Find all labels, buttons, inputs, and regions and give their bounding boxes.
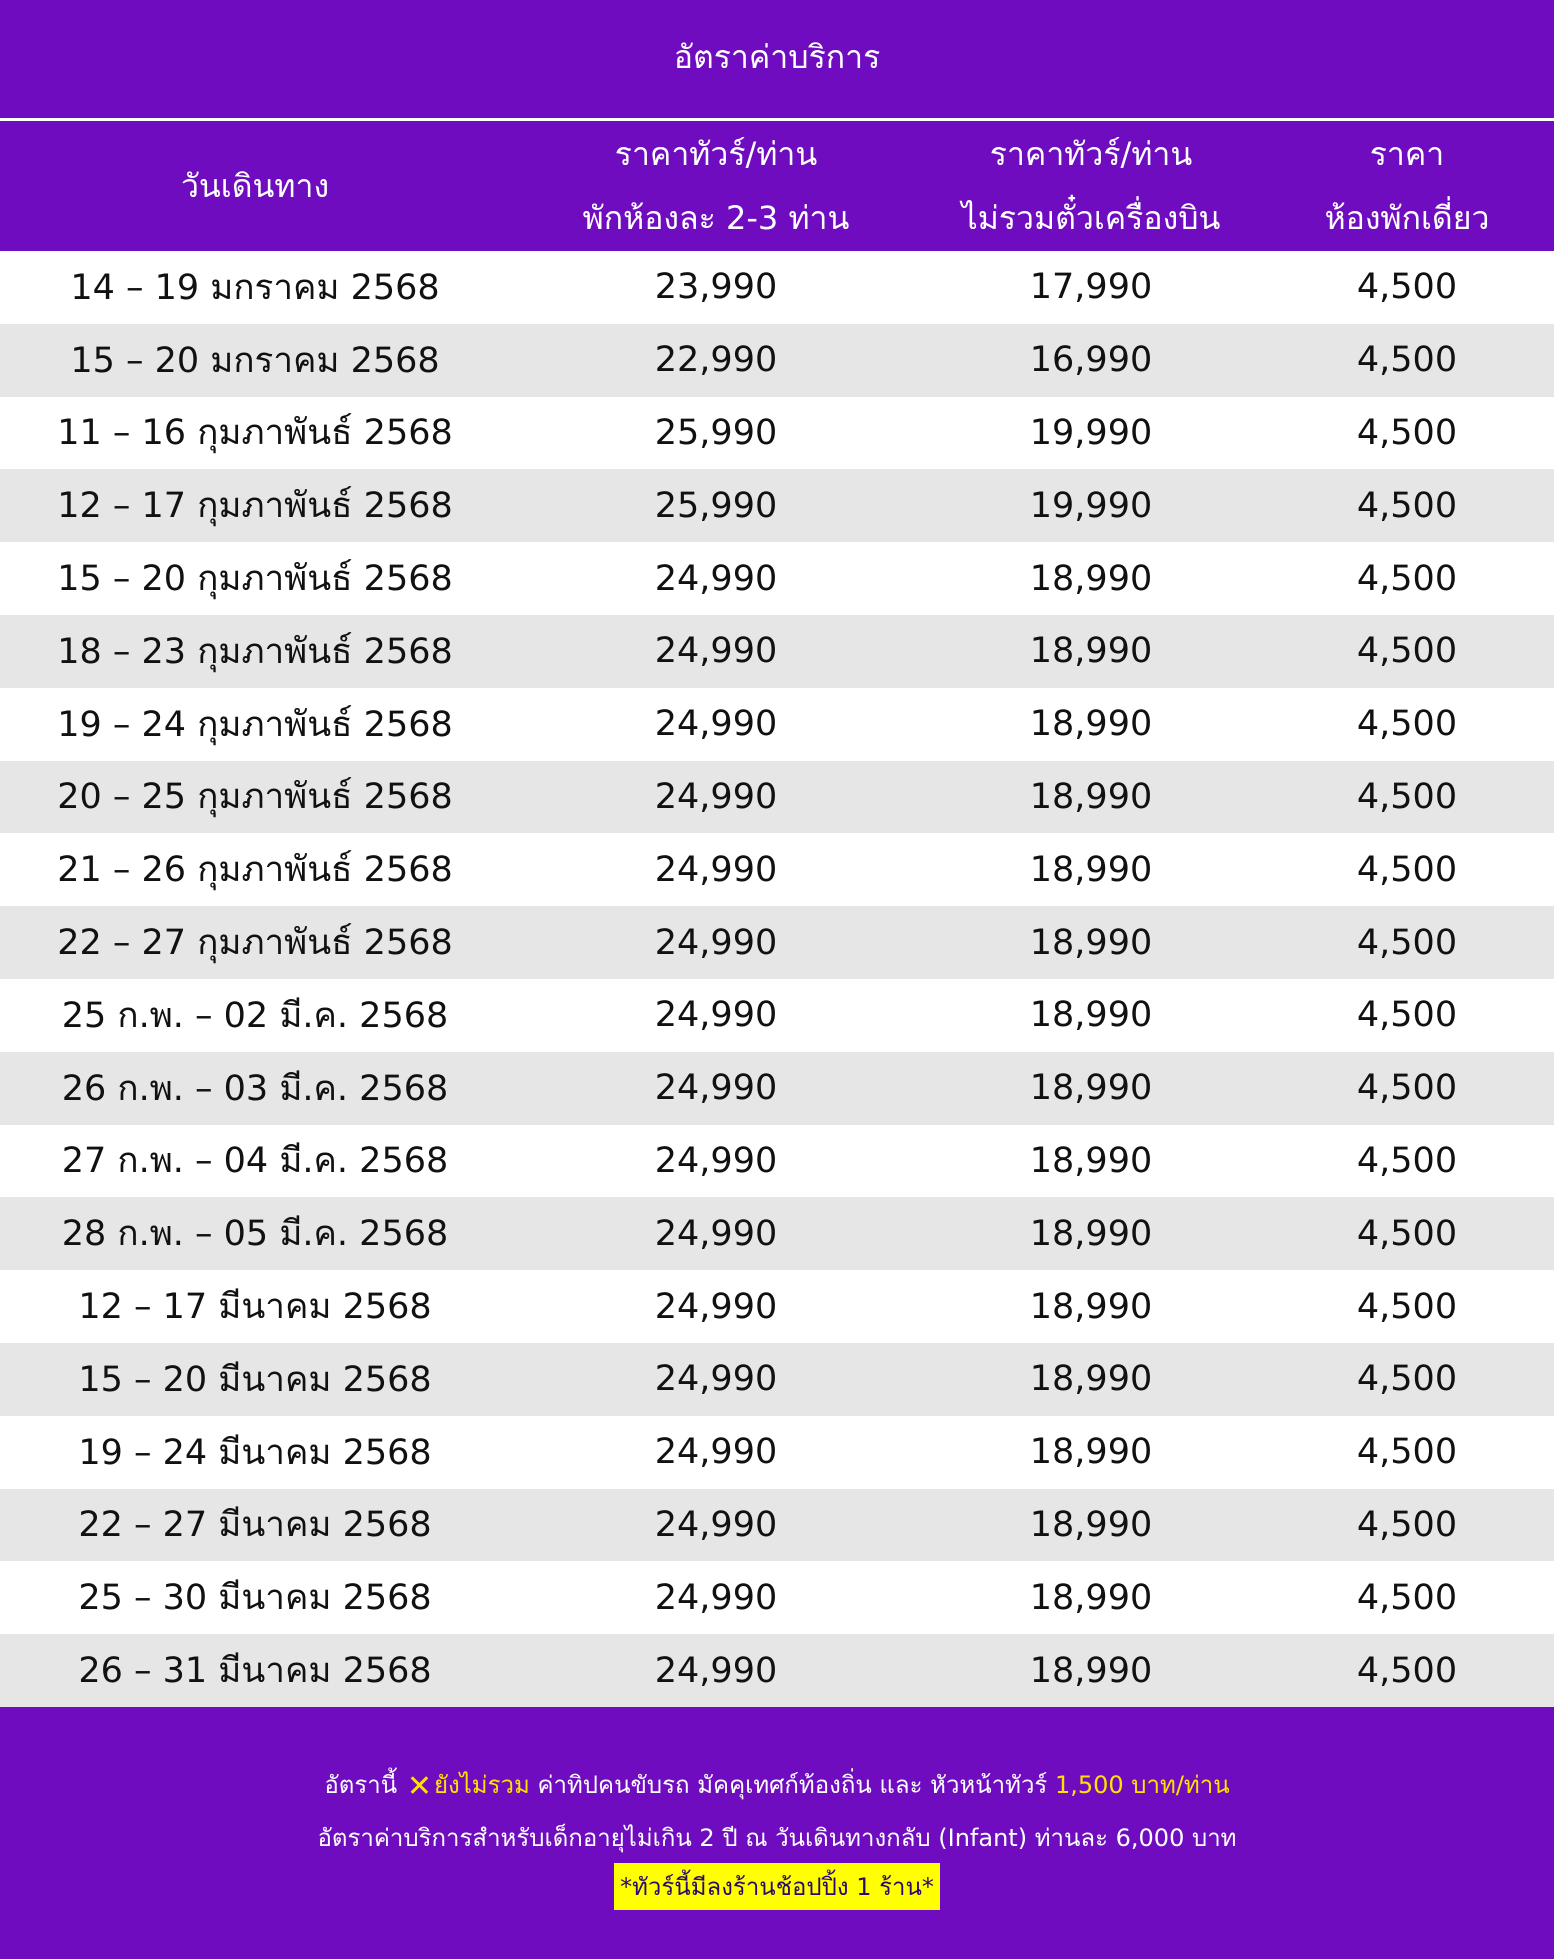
cell-single-room: 4,500	[1356, 1650, 1458, 1691]
cell-single-room: 4,500	[1356, 631, 1458, 672]
footer-notes	[0, 1707, 1554, 1959]
cell-twin-price: 24,990	[654, 1504, 778, 1545]
cell-single-room: 4,500	[1356, 1140, 1458, 1181]
table-row	[0, 979, 1554, 1052]
cell-single-room: 4,500	[1356, 704, 1458, 745]
table-row	[0, 1489, 1554, 1562]
cell-no-air-price: 18,990	[1029, 1650, 1153, 1691]
table-row	[0, 397, 1554, 470]
header-date-label: วันเดินทาง	[180, 167, 330, 205]
cell-twin-price: 24,990	[654, 704, 778, 745]
cell-single-room: 4,500	[1356, 1359, 1458, 1400]
footer-line-tips	[0, 1765, 1554, 1804]
cell-twin-price: 24,990	[654, 1213, 778, 1254]
table-row	[0, 469, 1554, 542]
cell-date: 22 – 27 มีนาคม 2568	[78, 1505, 432, 1546]
cell-date: 15 – 20 มีนาคม 2568	[78, 1359, 432, 1400]
cell-date: 26 – 31 มีนาคม 2568	[78, 1651, 432, 1692]
header-single-line1: ราคา	[1369, 135, 1445, 173]
cell-no-air-price: 18,990	[1029, 1140, 1153, 1181]
cell-single-room: 4,500	[1356, 340, 1458, 381]
cell-twin-price: 23,990	[654, 267, 778, 308]
cell-date: 25 ก.พ. – 02 มี.ค. 2568	[61, 995, 449, 1036]
cell-date: 11 – 16 กุมภาพันธ์ 2568	[57, 413, 453, 454]
table-row	[0, 1561, 1554, 1634]
shopping-note-badge: *ทัวร์นี้มีลงร้านช้อปปิ้ง 1 ร้าน*	[614, 1863, 940, 1910]
cell-date: 20 – 25 กุมภาพันธ์ 2568	[57, 777, 453, 818]
cell-single-room: 4,500	[1356, 558, 1458, 599]
cell-twin-price: 24,990	[654, 922, 778, 963]
cell-twin-price: 22,990	[654, 340, 778, 381]
cell-single-room: 4,500	[1356, 1432, 1458, 1473]
table-row	[0, 1416, 1554, 1489]
cell-twin-price: 24,990	[654, 1359, 778, 1400]
cell-no-air-price: 17,990	[1029, 267, 1153, 308]
header-noair-line1: ราคาทัวร์/ท่าน	[989, 135, 1193, 173]
footer-line-infant	[0, 1818, 1554, 1857]
cell-date: 15 – 20 มกราคม 2568	[70, 340, 440, 381]
cell-date: 19 – 24 กุมภาพันธ์ 2568	[57, 704, 453, 745]
cell-no-air-price: 18,990	[1029, 995, 1153, 1036]
footer-tips-amount: 1,500 บาท/ท่าน	[1054, 1771, 1230, 1799]
header-single-room	[1260, 121, 1554, 251]
cell-twin-price: 24,990	[654, 995, 778, 1036]
table-row	[0, 833, 1554, 906]
cell-date: 19 – 24 มีนาคม 2568	[78, 1432, 432, 1473]
cell-no-air-price: 19,990	[1029, 412, 1153, 453]
table-header	[0, 121, 1554, 251]
cell-date: 22 – 27 กุมภาพันธ์ 2568	[57, 923, 453, 964]
cell-no-air-price: 18,990	[1029, 631, 1153, 672]
cell-single-room: 4,500	[1356, 485, 1458, 526]
cell-no-air-price: 18,990	[1029, 922, 1153, 963]
footer-tips-text: ค่าทิปคนขับรถ มัคคุเทศก์ท้องถิ่น และ หัวหน้าทัวร์	[537, 1771, 1048, 1799]
footer-infant-text: อัตราค่าบริการสำหรับเด็กอายุไม่เกิน 2 ปี ณ วันเดินทางกลับ (Infant) ท่านละ 6,000 บาท	[317, 1824, 1237, 1852]
table-row	[0, 324, 1554, 397]
cell-date: 28 ก.พ. – 05 มี.ค. 2568	[61, 1214, 449, 1255]
cell-date: 15 – 20 กุมภาพันธ์ 2568	[57, 559, 453, 600]
cell-twin-price: 25,990	[654, 485, 778, 526]
cell-single-room: 4,500	[1356, 412, 1458, 453]
table-row	[0, 542, 1554, 615]
cell-no-air-price: 18,990	[1029, 1286, 1153, 1327]
table-row	[0, 615, 1554, 688]
cell-no-air-price: 16,990	[1029, 340, 1153, 381]
footer-prefix: อัตรานี้	[324, 1771, 398, 1799]
cell-date: 26 ก.พ. – 03 มี.ค. 2568	[61, 1068, 449, 1109]
table-row	[0, 1270, 1554, 1343]
cell-twin-price: 24,990	[654, 1140, 778, 1181]
cell-no-air-price: 18,990	[1029, 704, 1153, 745]
table-row	[0, 1052, 1554, 1125]
price-table-body	[0, 251, 1554, 1707]
cell-single-room: 4,500	[1356, 1577, 1458, 1618]
cell-no-air-price: 18,990	[1029, 1359, 1153, 1400]
cell-twin-price: 24,990	[654, 1577, 778, 1618]
header-noair-line2: ไม่รวมตั๋วเครื่องบิน	[961, 199, 1221, 237]
cell-twin-price: 24,990	[654, 849, 778, 890]
cell-single-room: 4,500	[1356, 1504, 1458, 1545]
cell-no-air-price: 18,990	[1029, 1432, 1153, 1473]
header-twin-line2: พักห้องละ 2-3 ท่าน	[582, 199, 850, 237]
cell-single-room: 4,500	[1356, 267, 1458, 308]
cell-no-air-price: 18,990	[1029, 849, 1153, 890]
table-row	[0, 761, 1554, 834]
cell-single-room: 4,500	[1356, 849, 1458, 890]
cell-single-room: 4,500	[1356, 995, 1458, 1036]
header-twin-price	[510, 121, 922, 251]
header-twin-line1: ราคาทัวร์/ท่าน	[614, 135, 818, 173]
cell-no-air-price: 18,990	[1029, 1068, 1153, 1109]
table-row	[0, 688, 1554, 761]
footer-line-note	[0, 1863, 1554, 1910]
cell-single-room: 4,500	[1356, 776, 1458, 817]
cell-twin-price: 24,990	[654, 558, 778, 599]
cell-date: 14 – 19 มกราคม 2568	[70, 267, 440, 308]
cell-twin-price: 25,990	[654, 412, 778, 453]
cell-date: 12 – 17 มีนาคม 2568	[78, 1287, 432, 1328]
cell-no-air-price: 19,990	[1029, 485, 1153, 526]
cell-no-air-price: 18,990	[1029, 776, 1153, 817]
cell-date: 25 – 30 มีนาคม 2568	[78, 1578, 432, 1619]
cell-twin-price: 24,990	[654, 631, 778, 672]
cell-twin-price: 24,990	[654, 1650, 778, 1691]
cell-twin-price: 24,990	[654, 1432, 778, 1473]
table-row	[0, 1197, 1554, 1270]
table-row	[0, 1634, 1554, 1707]
header-single-line2: ห้องพักเดี่ยว	[1324, 199, 1490, 237]
table-row	[0, 906, 1554, 979]
header-date	[0, 121, 510, 251]
cell-single-room: 4,500	[1356, 1286, 1458, 1327]
cell-no-air-price: 18,990	[1029, 1213, 1153, 1254]
page-title: อัตราค่าบริการ	[673, 37, 881, 76]
table-row	[0, 251, 1554, 324]
title-bar	[0, 0, 1554, 118]
cell-date: 12 – 17 กุมภาพันธ์ 2568	[57, 486, 453, 527]
cross-icon: ✕	[406, 1769, 432, 1804]
cell-single-room: 4,500	[1356, 922, 1458, 963]
cell-date: 18 – 23 กุมภาพันธ์ 2568	[57, 631, 453, 672]
cell-no-air-price: 18,990	[1029, 1504, 1153, 1545]
table-row	[0, 1343, 1554, 1416]
cell-single-room: 4,500	[1356, 1068, 1458, 1109]
cell-twin-price: 24,990	[654, 776, 778, 817]
table-row	[0, 1125, 1554, 1198]
cell-date: 27 ก.พ. – 04 มี.ค. 2568	[61, 1141, 449, 1182]
cell-date: 21 – 26 กุมภาพันธ์ 2568	[57, 850, 453, 891]
cell-no-air-price: 18,990	[1029, 1577, 1153, 1618]
cell-twin-price: 24,990	[654, 1068, 778, 1109]
cell-single-room: 4,500	[1356, 1213, 1458, 1254]
header-no-air-price	[922, 121, 1260, 251]
footer-not-included: ยังไม่รวม	[433, 1771, 530, 1799]
cell-twin-price: 24,990	[654, 1286, 778, 1327]
cell-no-air-price: 18,990	[1029, 558, 1153, 599]
